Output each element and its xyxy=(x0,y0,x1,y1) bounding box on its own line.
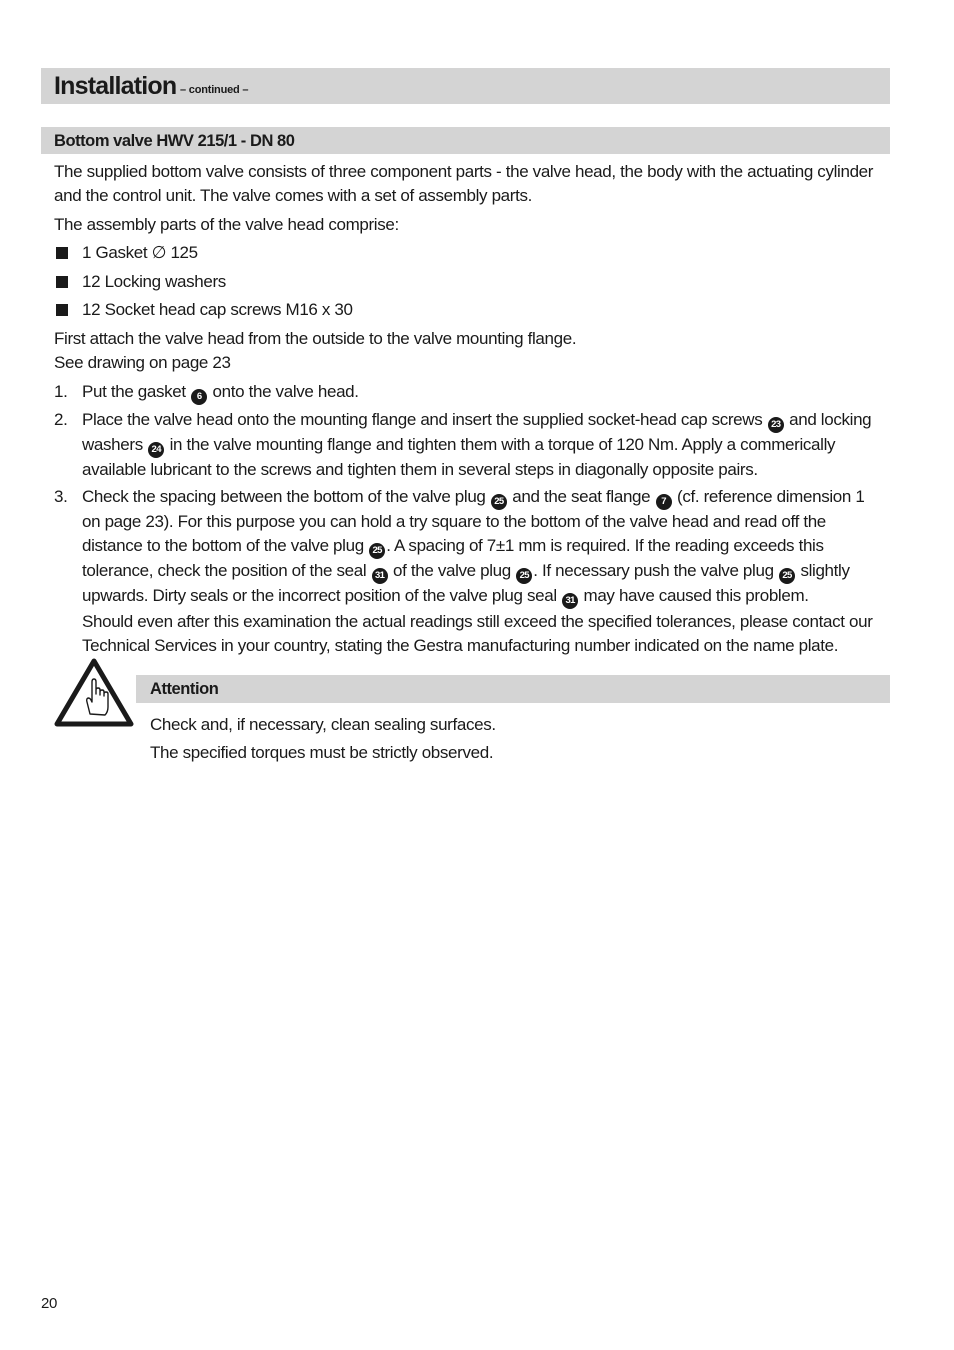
section-title: Bottom valve HWV 215/1 - DN 80 xyxy=(54,132,295,150)
step-number: 1. xyxy=(54,382,68,401)
parts-intro: The assembly parts of the valve head comprise: xyxy=(54,215,399,234)
attention-line: The specified torques must be strictly observed. xyxy=(150,743,494,762)
step-text-segment: and locking washers xyxy=(82,410,872,454)
step-text-segment: slightly upwards. Dirty seals or the incorrect position of the valve plug seal xyxy=(82,561,850,605)
page-number: 20 xyxy=(41,1295,58,1312)
reference-number-icon: 25 xyxy=(516,568,532,584)
page-subtitle: – continued – xyxy=(180,84,249,96)
attention-line: Check and, if necessary, clean sealing surfaces. xyxy=(150,715,496,734)
step-text-segment: in the valve mounting flange and tighten them with a torque of 120 Nm. Apply a commerically available lubricant to the screws and tighten them in several steps in diagonally opposite pairs. xyxy=(82,435,836,479)
reference-number-icon: 7 xyxy=(656,494,672,510)
step-text-segment: Check the spacing between the bottom of the valve plug xyxy=(82,487,486,506)
instruction-line: First attach the valve head from the outside to the valve mounting flange. xyxy=(54,329,577,348)
warning-hand-icon xyxy=(54,658,134,728)
header-bar xyxy=(41,68,890,104)
reference-number-icon: 31 xyxy=(372,568,388,584)
reference-number-icon: 25 xyxy=(491,494,507,510)
page-title: Installation xyxy=(54,72,177,100)
attention-title: Attention xyxy=(150,680,219,698)
section-bar xyxy=(41,127,890,154)
step-3-text xyxy=(82,485,882,609)
step-text-segment: and the seat flange xyxy=(512,487,651,506)
reference-number-icon: 25 xyxy=(779,568,795,584)
list-item-text: 1 Gasket ∅ 125 xyxy=(82,243,198,262)
drawing-reference: See drawing on page 23 xyxy=(54,353,231,372)
reference-number-icon: 25 xyxy=(369,543,385,559)
reference-number-icon: 6 xyxy=(191,389,207,405)
step-number: 2. xyxy=(54,410,68,429)
bullet-square-icon xyxy=(56,276,68,288)
step-text-segment: Place the valve head onto the mounting flange and insert the supplied socket-head cap screws xyxy=(82,410,763,429)
intro-paragraph: The supplied bottom valve consists of three component parts - the valve head, the body with the actuating cylinder and the control unit. The valve comes with a set of assembly parts. xyxy=(54,162,874,205)
step-1-text xyxy=(82,380,882,405)
step-text-segment: onto the valve head. xyxy=(212,382,359,401)
list-item-text: 12 Locking washers xyxy=(82,272,226,291)
list-item-text: 12 Socket head cap screws M16 x 30 xyxy=(82,300,353,319)
attention-bar xyxy=(136,675,890,703)
bullet-square-icon xyxy=(56,304,68,316)
step-text-segment: may have caused this problem. xyxy=(583,586,809,605)
step-text-segment: Put the gasket xyxy=(82,382,186,401)
reference-number-icon: 24 xyxy=(148,442,164,458)
step-text-segment: . A spacing of 7±1 mm is required. If the reading exceeds this tolerance, check the position of the seal xyxy=(82,536,824,580)
step-3-note: Should even after this examination the actual readings still exceed the specified tolerances, please contact our Technical Services in your country, stating the Gestra manufacturing number indicated on the name plate. xyxy=(82,612,873,655)
reference-number-icon: 31 xyxy=(562,593,578,609)
step-text-segment: . If necessary push the valve plug xyxy=(533,561,774,580)
step-number: 3. xyxy=(54,487,68,506)
bullet-square-icon xyxy=(56,247,68,259)
step-text-segment: of the valve plug xyxy=(393,561,511,580)
reference-number-icon: 23 xyxy=(768,417,784,433)
step-2-text xyxy=(82,408,882,482)
step-text-segment: (cf. reference dimension 1 on page 23). For this purpose you can hold a try square to the bottom of the valve head and read off the distance to the bottom of the valve plug xyxy=(82,487,865,555)
